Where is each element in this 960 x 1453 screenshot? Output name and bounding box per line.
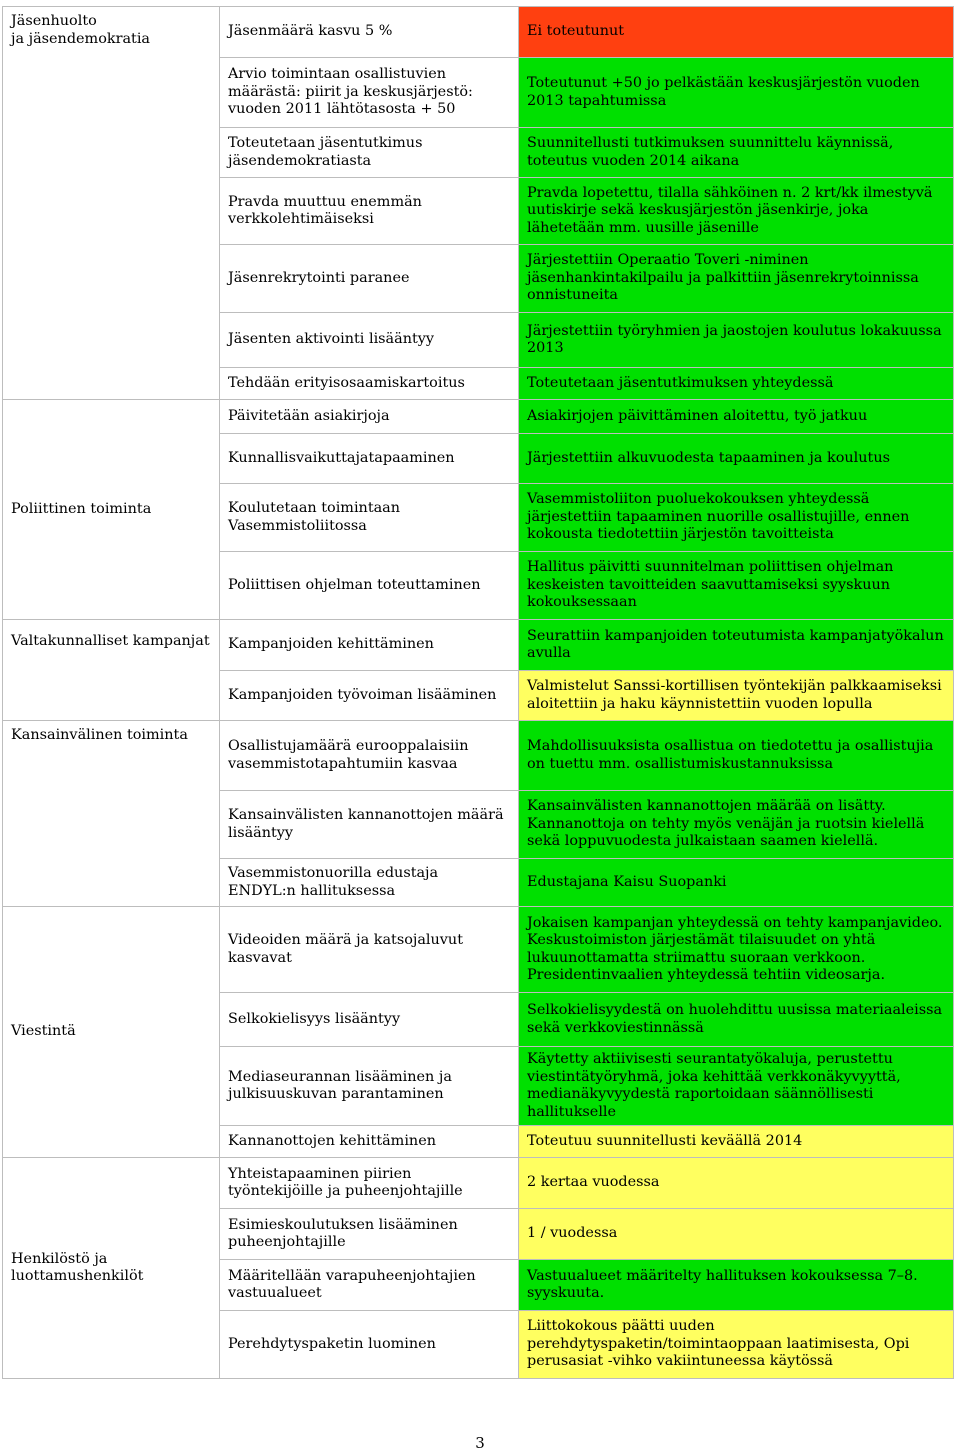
- goal-cell: Määritellään varapuheenjohtajien vastuualueet: [220, 1260, 519, 1311]
- goal-cell: Kansainvälisten kannanottojen määrä lisääntyy: [220, 791, 519, 859]
- table-row: [3, 7, 954, 58]
- result-cell-yellow: 2 kertaa vuodessa: [519, 1158, 954, 1209]
- result-cell-yellow: Valmistelut Sanssi-kortillisen työntekijän palkkaamiseksi aloitettiin ja haku käynnistettiin vuoden lopulla: [519, 671, 954, 721]
- category-cell: [3, 400, 220, 620]
- goal-cell: Mediaseurannan lisääminen ja julkisuuskuvan parantaminen: [220, 1047, 519, 1126]
- goal-cell: Kannanottojen kehittäminen: [220, 1126, 519, 1158]
- result-cell-green: Mahdollisuuksista osallistua on tiedotettu ja osallistujia on tuettu mm. osallistumiskustannuksissa: [519, 721, 954, 791]
- table-row: [3, 721, 954, 791]
- goal-cell: Perehdytyspaketin luominen: [220, 1311, 519, 1379]
- result-cell-green: Suunnitellusti tutkimuksen suunnittelu käynnissä, toteutus vuoden 2014 aikana: [519, 128, 954, 178]
- result-cell-green: Kansainvälisten kannanottojen määrää on lisätty. Kannanottoja on tehty myös venäjän ja ruotsin kielellä sekä loppuvuodesta julkaistaan saamen kielellä.: [519, 791, 954, 859]
- goal-cell: Jäsenmäärä kasvu 5 %: [220, 7, 519, 58]
- result-cell-green: Toteutunut +50 jo pelkästään keskusjärjestön vuoden 2013 tapahtumissa: [519, 58, 954, 128]
- category-label: Valtakunnalliset kampanjat: [11, 633, 210, 649]
- goal-cell: Yhteistapaaminen piirien työntekijöille ja puheenjohtajille: [220, 1158, 519, 1209]
- goal-cell: Pravda muuttuu enemmän verkkolehtimäiseksi: [220, 178, 519, 245]
- result-cell-green: Selkokielisyydestä on huolehdittu uusissa materiaaleissa sekä verkkoviestinnässä: [519, 993, 954, 1047]
- result-cell-yellow: Toteutuu suunnitellusti keväällä 2014: [519, 1126, 954, 1158]
- category-label: Jäsenhuolto ja jäsendemokratia: [11, 13, 151, 47]
- category-label: Henkilöstö ja luottamushenkilöt: [11, 1250, 144, 1284]
- result-cell-green: Hallitus päivitti suunnitelman poliittisen ohjelman keskeisten tavoitteiden saavuttamiseksi syyskuun kokouksessaan: [519, 552, 954, 620]
- goal-cell: Toteutetaan jäsentutkimus jäsendemokratiasta: [220, 128, 519, 178]
- table-row: [3, 400, 954, 434]
- result-cell-yellow: Liittokokous päätti uuden perehdytyspaketin/toimintaoppaan laatimisesta, Opi perusasiat -vihko vakiintuneessa käytössä: [519, 1311, 954, 1379]
- table-row: [3, 1158, 954, 1209]
- category-label: Poliittinen toiminta: [11, 500, 152, 517]
- result-cell-green: Toteutetaan jäsentutkimuksen yhteydessä: [519, 368, 954, 400]
- result-cell-green: Vasemmistoliiton puoluekokouksen yhteydessä järjestettiin tapaaminen nuorille osallistujille, ennen kokousta tiedotettiin järjestön tavoitteista: [519, 484, 954, 552]
- category-cell: [3, 620, 220, 721]
- goal-cell: Kunnallisvaikuttajatapaaminen: [220, 434, 519, 484]
- goal-cell: Arvio toimintaan osallistuvien määrästä: piirit ja keskusjärjestö: vuoden 2011 lähtötasosta + 50: [220, 58, 519, 128]
- result-cell-green: Jokaisen kampanjan yhteydessä on tehty kampanjavideo. Keskustoimiston järjestämät tilaisuudet on yhtä lukuunottamatta striimattu suoraan verkkoon. Presidentinvaalien yhteydessä tehtiin videosarja.: [519, 907, 954, 993]
- category-cell: [3, 907, 220, 1158]
- category-label: Viestintä: [11, 1023, 76, 1040]
- category-label: Kansainvälinen toiminta: [11, 727, 188, 743]
- goal-cell: Tehdään erityisosaamiskartoitus: [220, 368, 519, 400]
- result-cell-green: Järjestettiin Operaatio Toveri -niminen jäsenhankintakilpailu ja palkittiin jäsenrekrytoinnissa onnistuneita: [519, 245, 954, 313]
- result-cell-green: Käytetty aktiivisesti seurantatyökaluja, perustettu viestintätyöryhmä, joka kehittää verkkonäkyvyyttä, medianäkyvyydestä raportoidaan säännöllisesti hallitukselle: [519, 1047, 954, 1126]
- result-cell-green: Vastuualueet määritelty hallituksen kokouksessa 7–8. syyskuuta.: [519, 1260, 954, 1311]
- goal-cell: Poliittisen ohjelman toteuttaminen: [220, 552, 519, 620]
- result-cell-green: Pravda lopetettu, tilalla sähköinen n. 2 krt/kk ilmestyvä uutiskirje sekä keskusjärjestön jäsenkirje, joka lähetetään mm. uusille jäsenille: [519, 178, 954, 245]
- goal-cell: Jäsenten aktivointi lisääntyy: [220, 313, 519, 368]
- goal-cell: Kampanjoiden kehittäminen: [220, 620, 519, 671]
- category-cell: [3, 721, 220, 907]
- table-body: [3, 7, 954, 1379]
- action-plan-table: [2, 6, 954, 1379]
- result-cell-green: Asiakirjojen päivittäminen aloitettu, työ jatkuu: [519, 400, 954, 434]
- goal-cell: Selkokielisyys lisääntyy: [220, 993, 519, 1047]
- goal-cell: Esimieskoulutuksen lisääminen puheenjohtajille: [220, 1209, 519, 1260]
- result-cell-green: Edustajana Kaisu Suopanki: [519, 859, 954, 907]
- goal-cell: Koulutetaan toimintaan Vasemmistoliitossa: [220, 484, 519, 552]
- category-cell: [3, 1158, 220, 1379]
- goal-cell: Päivitetään asiakirjoja: [220, 400, 519, 434]
- goal-cell: Kampanjoiden työvoiman lisääminen: [220, 671, 519, 721]
- goal-cell: Vasemmistonuorilla edustaja ENDYL:n hallituksessa: [220, 859, 519, 907]
- table-row: [3, 620, 954, 671]
- goal-cell: Videoiden määrä ja katsojaluvut kasvavat: [220, 907, 519, 993]
- result-cell-green: Järjestettiin alkuvuodesta tapaaminen ja koulutus: [519, 434, 954, 484]
- result-cell-green: Järjestettiin työryhmien ja jaostojen koulutus lokakuussa 2013: [519, 313, 954, 368]
- category-cell: [3, 7, 220, 400]
- table-row: [3, 907, 954, 993]
- result-cell-yellow: 1 / vuodessa: [519, 1209, 954, 1260]
- goal-cell: Osallistujamäärä eurooppalaisiin vasemmistotapahtumiin kasvaa: [220, 721, 519, 791]
- result-cell-green: Seurattiin kampanjoiden toteutumista kampanjatyökalun avulla: [519, 620, 954, 671]
- result-cell-red: Ei toteutunut: [519, 7, 954, 58]
- page-number: 3: [475, 1434, 485, 1452]
- goal-cell: Jäsenrekrytointi paranee: [220, 245, 519, 313]
